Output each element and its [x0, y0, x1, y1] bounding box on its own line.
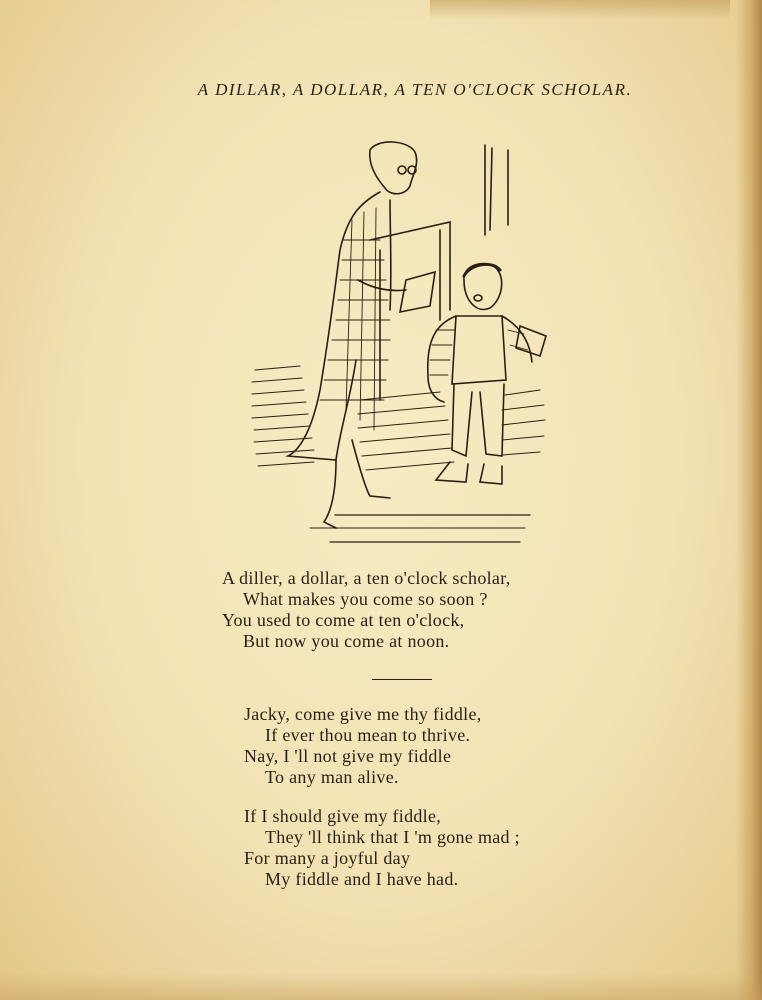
verse-line: For many a joyful day [244, 848, 411, 868]
stanza-2 [244, 704, 482, 788]
verse-line: If ever thou mean to thrive. [265, 725, 471, 745]
verse-line: But now you come at noon. [243, 631, 450, 651]
stanza-1 [222, 568, 511, 652]
teacher-figure [288, 142, 435, 528]
floor-shadow-left [252, 366, 314, 466]
verse-line: What makes you come so soon ? [243, 589, 488, 609]
verse-line: You used to come at ten o'clock, [222, 610, 465, 630]
verse-line: They 'll think that I 'm gone mad ; [265, 827, 520, 847]
verse-line: A diller, a dollar, a ten o'clock scholar, [222, 568, 511, 588]
verse-line: Nay, I 'll not give my fiddle [244, 746, 452, 766]
verse-line: If I should give my fiddle, [244, 806, 442, 826]
page-stain-top [430, 0, 730, 20]
schoolboy-figure [428, 264, 546, 484]
verse-line: Jacky, come give me thy fiddle, [244, 704, 482, 724]
schoolroom-illustration [240, 130, 560, 550]
running-head: A DILLAR, A DOLLAR, A TEN O'CLOCK SCHOLAR. [197, 80, 633, 99]
section-divider [372, 679, 432, 680]
page-stain-bottom [0, 972, 762, 1000]
desk-top [370, 222, 450, 310]
stanza-3 [244, 806, 520, 890]
verse-line: To any man alive. [265, 767, 399, 787]
page-edge-shadow [736, 0, 762, 1000]
teacher-book [400, 272, 435, 312]
verse-line: My fiddle and I have had. [265, 869, 459, 889]
